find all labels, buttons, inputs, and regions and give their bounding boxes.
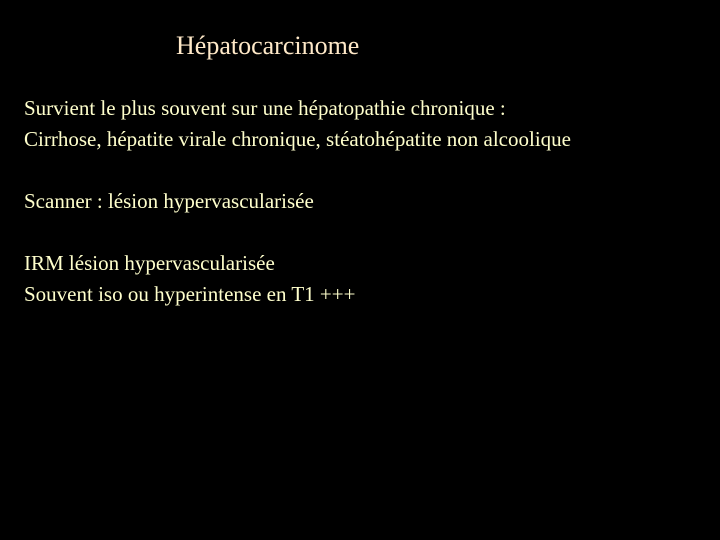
body-line-scanner: Scanner : lésion hypervascularisée bbox=[24, 189, 314, 213]
paragraph-spacer bbox=[24, 217, 714, 248]
body-line-t1-signal: Souvent iso ou hyperintense en T1 +++ bbox=[24, 282, 356, 306]
slide-body bbox=[24, 93, 714, 310]
slide-title: Hépatocarcinome bbox=[176, 31, 360, 60]
body-line-etiologies: Cirrhose, hépatite virale chronique, stéatohépatite non alcoolique bbox=[24, 127, 571, 151]
paragraph-spacer bbox=[24, 155, 714, 186]
body-line-indication: Survient le plus souvent sur une hépatopathie chronique : bbox=[24, 96, 506, 120]
body-line-irm: IRM lésion hypervascularisée bbox=[24, 251, 275, 275]
